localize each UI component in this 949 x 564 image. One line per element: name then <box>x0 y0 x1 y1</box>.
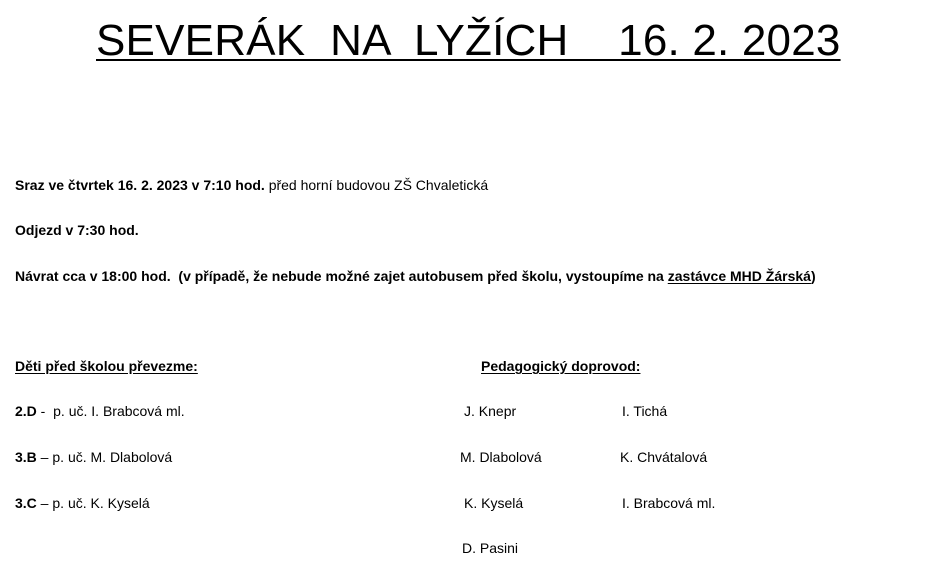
class-teacher: p. uč. M. Dlabolová <box>52 449 173 465</box>
bus-stop-link[interactable]: zastávce MHD Žárská <box>667 268 811 284</box>
departure-info: Odjezd v 7:30 hod. <box>15 222 139 238</box>
class-row <box>15 448 172 466</box>
class-row <box>15 402 185 420</box>
class-name: 2.D <box>15 403 37 419</box>
return-info <box>15 267 816 285</box>
return-text-end: ) <box>810 268 816 284</box>
meeting-place: před horní budovou ZŠ Chvaletická <box>264 177 489 193</box>
return-text: Návrat cca v 18:00 hod. (v případě, že nebude možné zajet autobusem před školu, vystoupíme na <box>15 268 668 284</box>
class-teacher: p. uč. K. Kyselá <box>52 495 150 511</box>
meeting-info <box>15 176 488 194</box>
escort-name: K. Kyselá <box>464 495 524 511</box>
class-name: 3.B <box>15 449 37 465</box>
class-separator: – <box>36 495 53 511</box>
escort-heading: Pedagogický doprovod: <box>481 358 641 374</box>
escort-name: K. Chvátalová <box>620 449 708 465</box>
class-separator: – <box>36 449 53 465</box>
escort-name: D. Pasini <box>462 540 519 556</box>
escort-name: I. Tichá <box>622 403 668 419</box>
children-heading: Děti před školou převezme: <box>15 358 198 374</box>
class-row <box>15 494 150 512</box>
escort-name: J. Knepr <box>464 403 517 419</box>
escort-name: I. Brabcová ml. <box>622 495 716 511</box>
class-separator: - <box>36 403 54 419</box>
page-title: SEVERÁK NA LYŽÍCH 16. 2. 2023 <box>96 16 841 65</box>
meeting-time: Sraz ve čtvrtek 16. 2. 2023 v 7:10 hod. <box>15 177 265 193</box>
class-teacher: p. uč. I. Brabcová ml. <box>53 403 185 419</box>
class-name: 3.C <box>15 495 37 511</box>
escort-name: M. Dlabolová <box>460 449 542 465</box>
